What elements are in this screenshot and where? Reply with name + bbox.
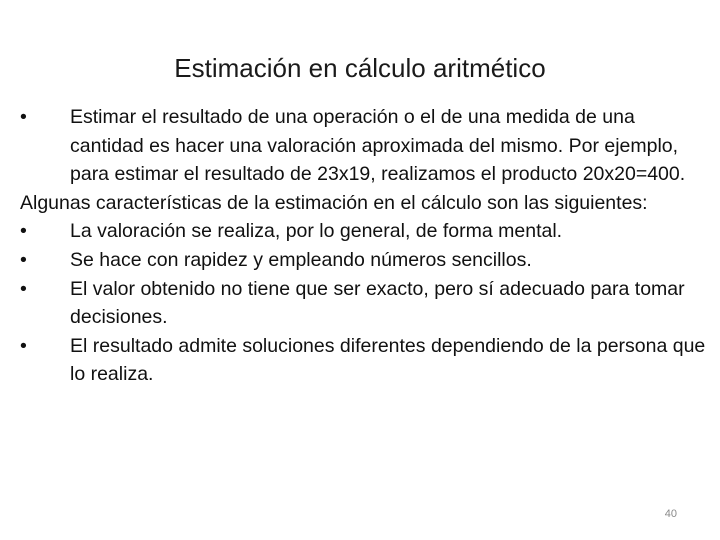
- bullet-text: La valoración se realiza, por lo general, de forma mental.: [70, 220, 563, 243]
- slide-title: Estimación en cálculo aritmético: [174, 53, 546, 83]
- bullet-marker: •: [20, 334, 27, 357]
- bullet-text: El valor obtenido no tiene que ser exacto, pero sí adecuado para tomar decisiones.: [70, 277, 685, 329]
- characteristics-intro: Algunas características de la estimación en el cálculo son las siguientes:: [20, 191, 648, 214]
- slide-body: [20, 103, 710, 389]
- bullet-text: El resultado admite soluciones diferentes dependiendo de la persona que lo realiza.: [70, 334, 706, 386]
- bullet-item: [20, 332, 710, 389]
- bullet-text: Estimar el resultado de una operación o el de una medida de una cantidad es hacer una valoración aproximada del mismo. Por ejemplo, para estimar el resultado de 23x19, realizamos el producto 20x20=400.: [70, 106, 686, 186]
- page-number: 40: [664, 508, 677, 520]
- bullet-marker: •: [20, 277, 27, 300]
- bullet-item: [20, 217, 710, 246]
- bullet-marker: •: [20, 248, 27, 271]
- bullet-marker: •: [20, 106, 27, 128]
- bullet-item: [20, 246, 710, 275]
- bullet-text: Se hace con rapidez y empleando números sencillos.: [70, 248, 532, 271]
- bullet-item: [20, 275, 710, 332]
- bullet-item: [20, 103, 710, 189]
- bullet-marker: •: [20, 220, 27, 243]
